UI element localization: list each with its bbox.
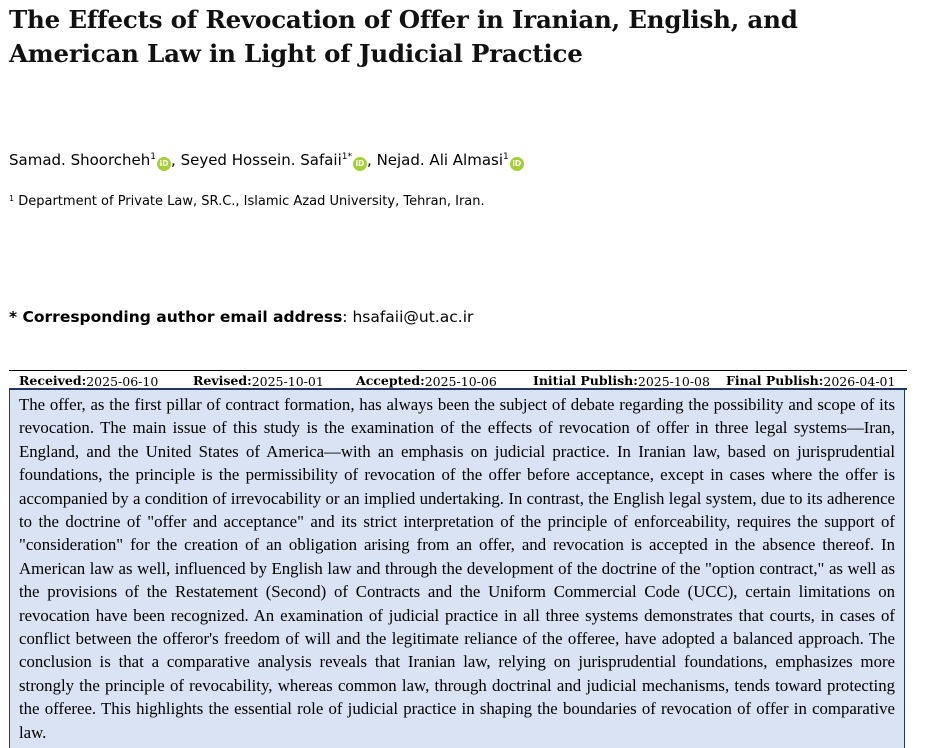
- corresponding-author: [9, 308, 473, 326]
- abstract-text: The offer, as the first pillar of contract formation, has always been the subject of debate regarding the possibility and scope of its revocation. The main issue of this study is the examination of the effects of revocation of offer in three legal systems—Iran, England, and the United States of America—with an emphasis on judicial practice. In Iranian law, based on jurisprudential foundations, the principle is the permissibility of revocation of the offer before acceptance, except in cases where the offer is accompanied by a condition of irrevocability or an implied undertaking. In contrast, the English legal system, due to its adherence to the doctrine of "offer and acceptance" and its strict interpretation of the principle of enforceability, requires the support of "consideration" for the creation of an obligation arising from an offer, and revocation is accepted in the absence thereof. In American law as well, influenced by English law and through the development of the doctrine of the "option contract," as well as the provisions of the Restatement (Second) of Contracts and the Uniform Commercial Code (UCC), certain limitations on revocation have been recognized. An examination of judicial practice in all three systems demonstrates that courts, in cases of conflict between the offeror's freedom of will and the legitimate reliance of the offeree, have adopted a balanced approach. The conclusion is that a comparative analysis reveals that Iranian law, relying on jurisprudential foundations, emphasizes more strongly the principle of revocability, whereas common law, through doctrinal and judicial mechanisms, tends toward protecting the offeree. This highlights the essential role of judicial practice in shaping the boundaries of revocation of offer in comparative law.: [19, 395, 895, 742]
- author-affiliation-mark: 1: [150, 152, 157, 162]
- affiliation-mark: 1: [9, 194, 15, 203]
- author-name: Seyed Hossein. Safaii: [180, 151, 342, 169]
- corresponding-email[interactable]: hsafaii@ut.ac.ir: [352, 308, 474, 326]
- final-publish-label: Final Publish:: [726, 373, 824, 388]
- corresponding-separator: :: [342, 308, 353, 326]
- author-affiliation-mark: 1*: [341, 152, 353, 162]
- affiliation: [9, 194, 485, 209]
- orcid-icon[interactable]: iD: [353, 157, 367, 171]
- affiliation-text: Department of Private Law, SR.C., Islamic Azad University, Tehran, Iran.: [18, 194, 485, 209]
- initial-publish-label: Initial Publish:: [533, 373, 638, 388]
- initial-publish-value: 2025-10-08: [637, 374, 710, 389]
- orcid-icon[interactable]: iD: [510, 157, 524, 171]
- initial-publish-date: [533, 372, 710, 389]
- author-list: [9, 151, 524, 171]
- accepted-date: [356, 372, 497, 389]
- author-name: Nejad. Ali Almasi: [376, 151, 504, 169]
- orcid-icon[interactable]: iD: [157, 157, 171, 171]
- author-separator: ,: [367, 151, 377, 169]
- revised-value: 2025-10-01: [251, 374, 324, 389]
- paper-title: The Effects of Revocation of Offer in Iranian, English, and American Law in Light of Judicial Practice: [9, 5, 798, 68]
- abstract-box: [9, 390, 905, 748]
- accepted-value: 2025-10-06: [424, 374, 497, 389]
- revised-date: [193, 372, 324, 389]
- final-publish-date: [726, 372, 896, 389]
- received-label: Received:: [19, 373, 87, 388]
- author-separator: ,: [171, 151, 181, 169]
- publication-dates: [9, 370, 907, 390]
- corresponding-label: * Corresponding author email address: [9, 308, 343, 326]
- received-date: [19, 372, 159, 389]
- author-affiliation-mark: 1: [503, 152, 509, 162]
- revised-label: Revised:: [193, 373, 252, 388]
- author-name: Samad. Shoorcheh: [9, 151, 151, 169]
- received-value: 2025-06-10: [86, 374, 159, 389]
- accepted-label: Accepted:: [356, 373, 425, 388]
- final-publish-value: 2026-04-01: [823, 374, 896, 389]
